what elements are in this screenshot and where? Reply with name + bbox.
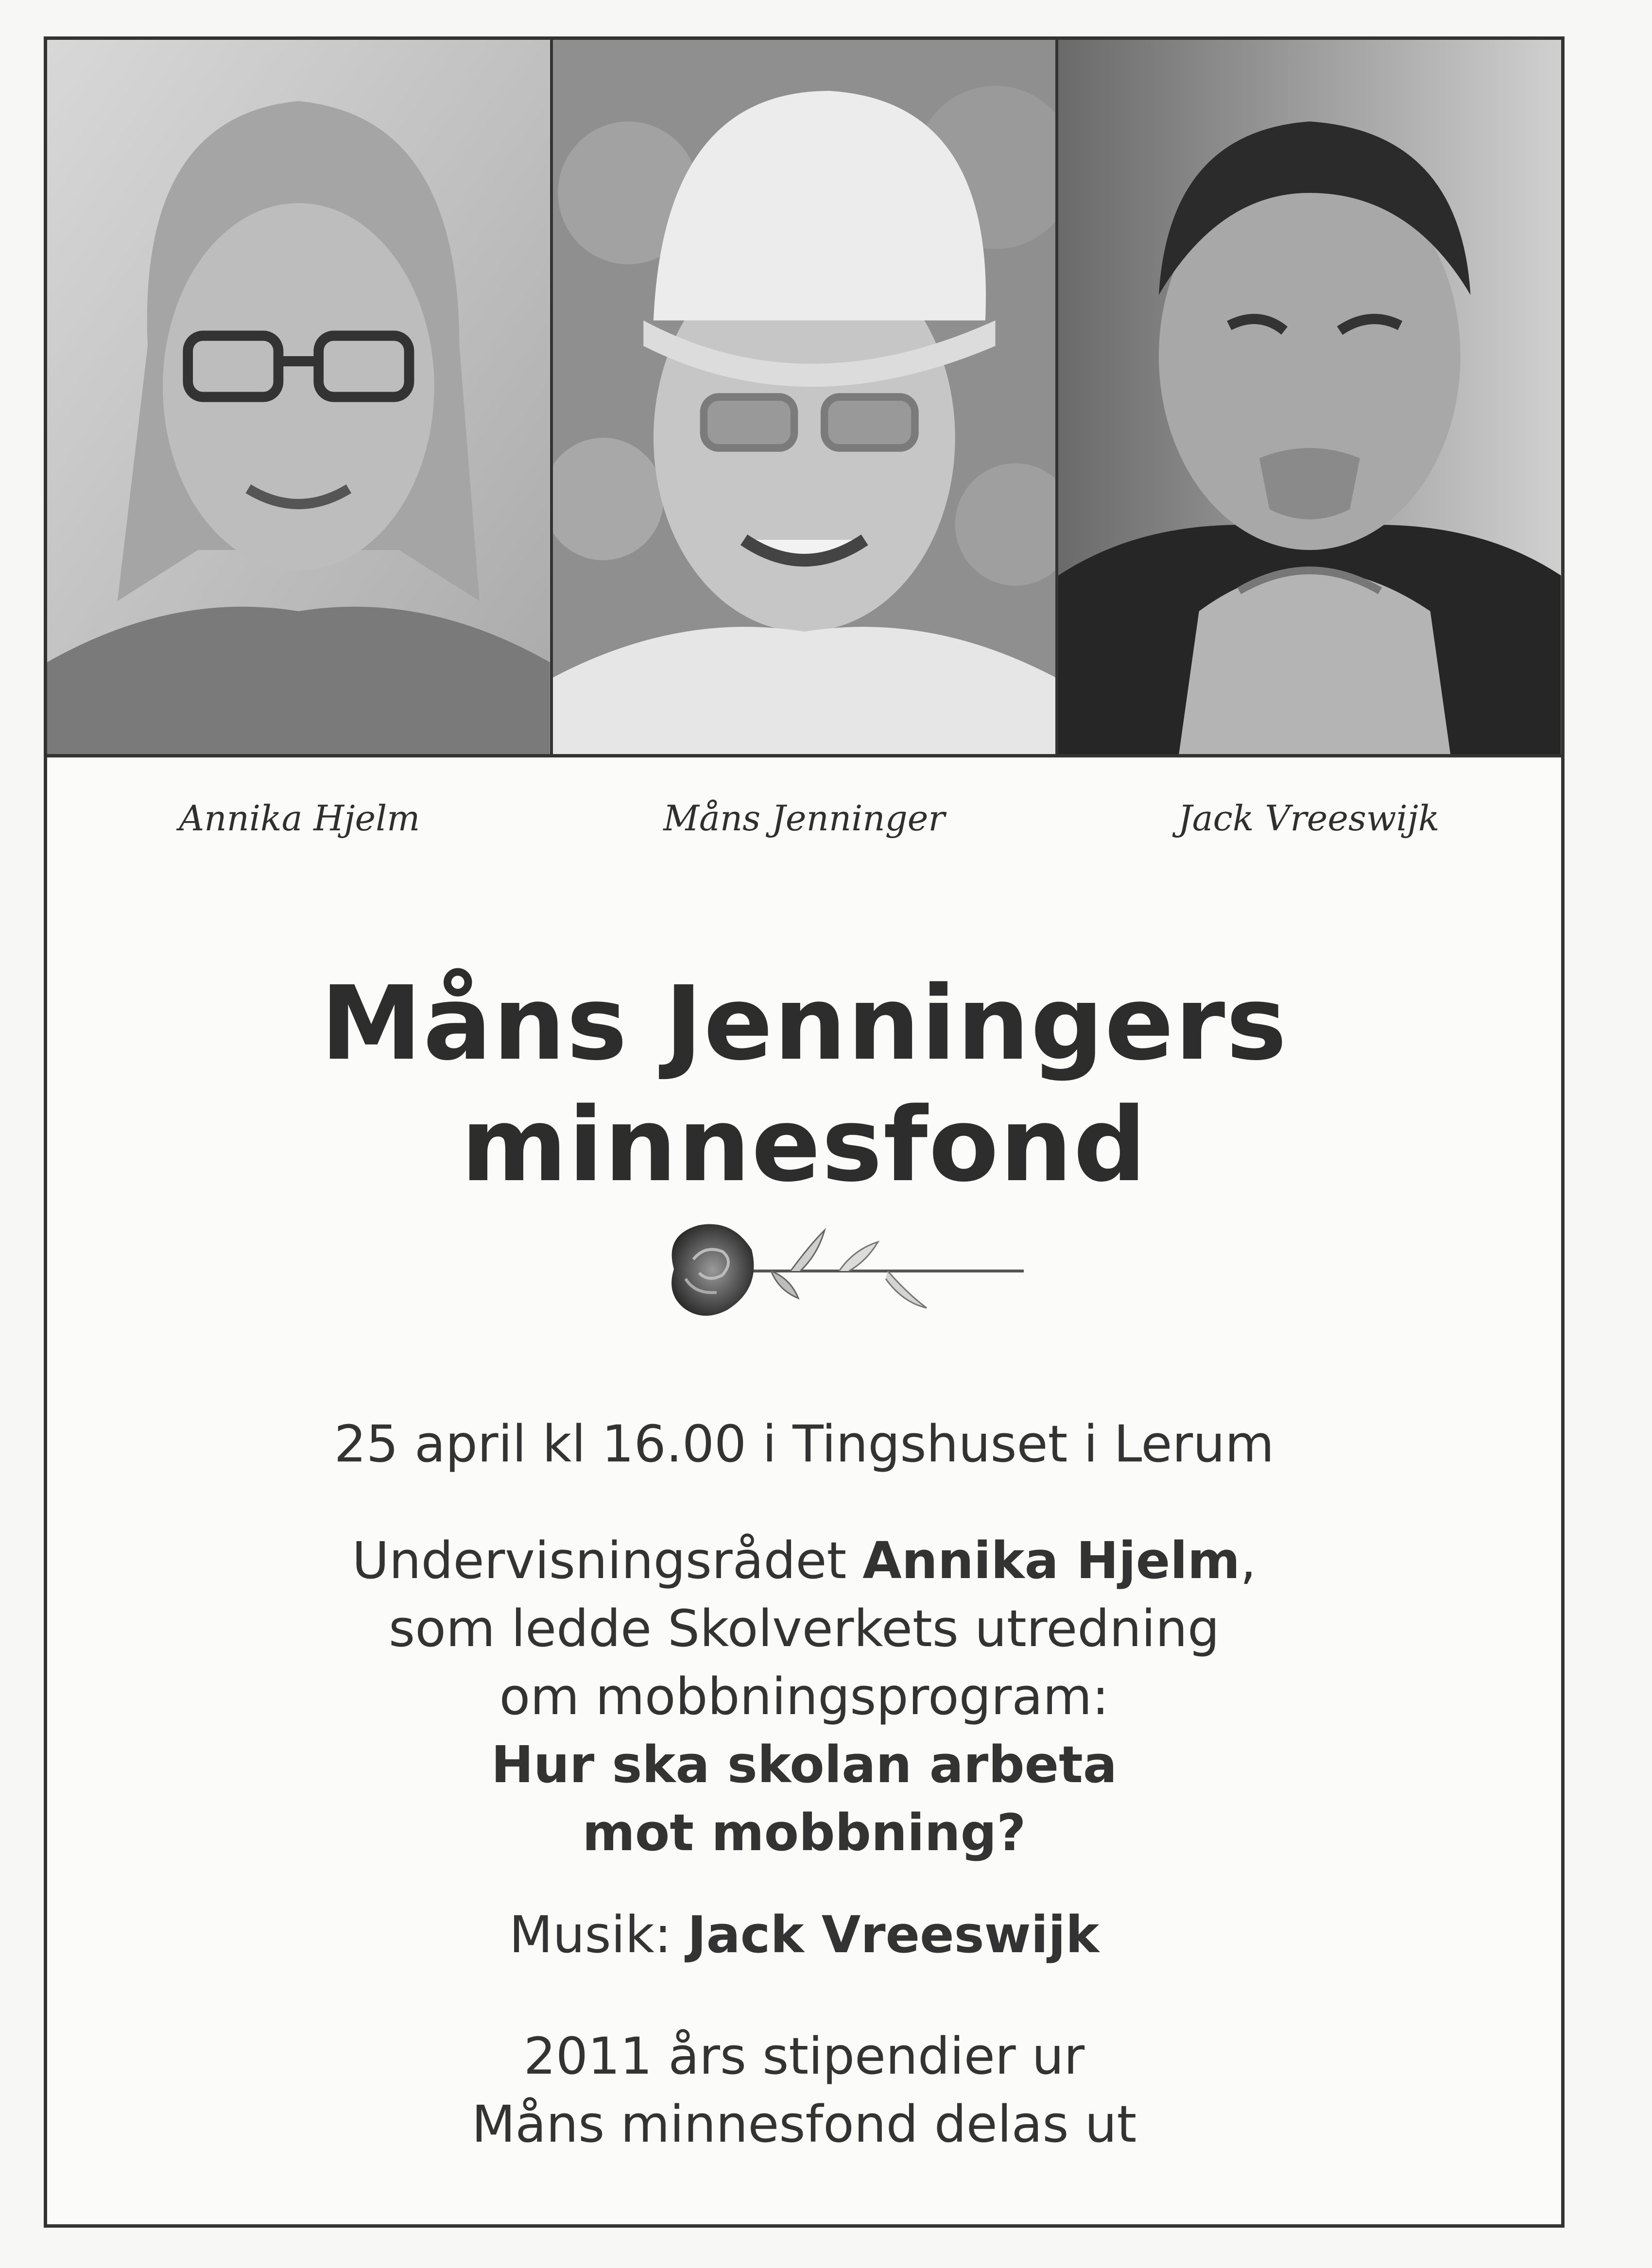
topic-text-1: Hur ska skolan arbeta xyxy=(491,1735,1118,1794)
caption-row xyxy=(47,798,1561,839)
caption-mans: Måns Jenninger xyxy=(663,798,945,839)
topic-line-2 xyxy=(47,1799,1561,1867)
portrait-boy-cap xyxy=(553,40,1056,754)
photo-divider xyxy=(47,754,1561,757)
photo-row xyxy=(47,40,1561,754)
scholarship-block xyxy=(47,2022,1561,2158)
music-artist: Jack Vreeswijk xyxy=(687,1905,1100,1964)
speaker-suffix: , xyxy=(1240,1531,1256,1590)
speaker-line-1 xyxy=(47,1527,1561,1595)
music-label: Musik: xyxy=(509,1905,688,1964)
rose-icon xyxy=(645,1201,1033,1337)
topic-text-2: mot mobbning? xyxy=(582,1803,1026,1862)
portrait-man-hands xyxy=(1058,40,1561,754)
event-date-line: 25 april kl 16.00 i Tingshuset i Lerum xyxy=(334,1414,1274,1474)
music-line xyxy=(47,1901,1561,1969)
title-line-1: Måns Jenningers xyxy=(320,964,1288,1083)
speaker-line-2: som ledde Skolverkets utredning xyxy=(389,1599,1220,1658)
speaker-line-3: om mobbningsprogram: xyxy=(499,1667,1109,1726)
photo-annika-hjelm xyxy=(47,40,553,754)
caption-jack: Jack Vreeswijk xyxy=(1178,798,1440,839)
portrait-woman-glasses xyxy=(47,40,550,754)
topic-line-1 xyxy=(47,1731,1561,1799)
poster xyxy=(44,36,1565,2228)
title-line-2: minnesfond xyxy=(461,1085,1148,1204)
caption-annika: Annika Hjelm xyxy=(179,798,420,839)
photo-jack-vreeswijk xyxy=(1058,40,1561,754)
scholarship-line-1: 2011 års stipendier ur xyxy=(523,2027,1085,2086)
speaker-prefix: Undervisningsrådet xyxy=(352,1531,863,1590)
page-title xyxy=(47,963,1561,1206)
scholarship-line-2: Måns minnesfond delas ut xyxy=(471,2095,1137,2154)
speaker-block xyxy=(47,1527,1561,1867)
speaker-name: Annika Hjelm xyxy=(862,1531,1240,1590)
photo-mans-jenninger xyxy=(553,40,1059,754)
